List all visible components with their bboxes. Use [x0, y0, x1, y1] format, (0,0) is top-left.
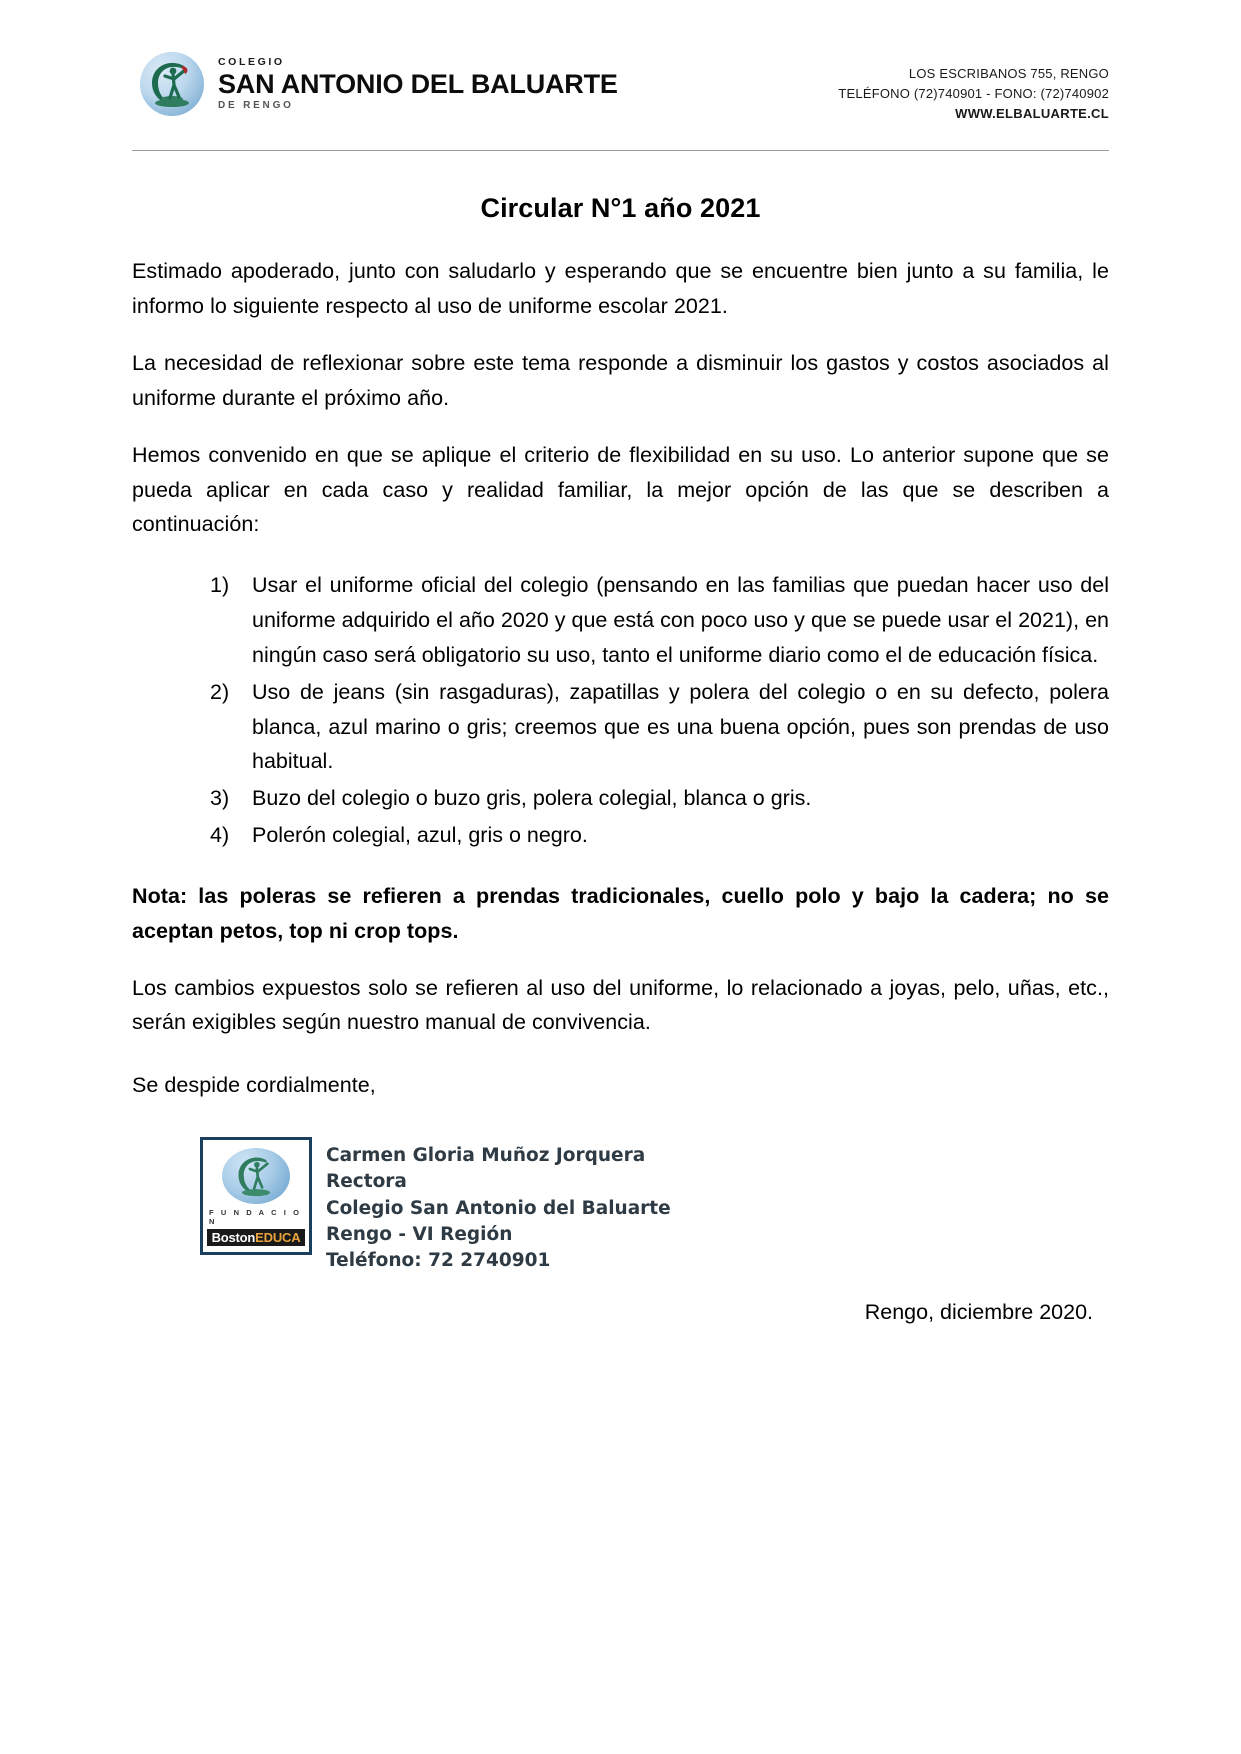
- signatory-name: Carmen Gloria Muñoz Jorquera: [326, 1144, 646, 1166]
- paragraph-other-rules: Los cambios expuestos solo se refieren al uso del uniforme, lo relacionado a joyas, pelo, uñas, etc., serán exigibles según nuestro manual de convivencia.: [132, 975, 1109, 1035]
- paragraph-motivation: La necesidad de reflexionar sobre este tema responde a disminuir los gastos y costos asociados al uniforme durante el próximo año.: [132, 351, 1109, 410]
- contact-website[interactable]: WWW.ELBALUARTE.CL: [955, 106, 1109, 122]
- header-divider: [132, 150, 1109, 151]
- farewell-text: Se despide cordialmente,: [132, 1073, 376, 1098]
- list-item: Usar el uniforme oficial del colegio (pensando en las familias que puedan hacer uso del uniforme adquirido el año 2020 y que está con poco uso y que se puede usar el 2021), en ningún caso será obligatorio su uso, tanto el uniforme diario como el de educación física.: [252, 573, 1109, 667]
- signature-block: [132, 1137, 1109, 1274]
- brand-name: SAN ANTONIO DEL BALUARTE: [218, 68, 618, 99]
- school-crest-icon: [140, 52, 204, 116]
- signature-details: [326, 1137, 671, 1274]
- contact-address: LOS ESCRIBANOS 755, RENGO: [908, 66, 1109, 81]
- contact-block: [838, 52, 1109, 124]
- list-item: Buzo del colegio o buzo gris, polera colegial, blanca o gris.: [252, 786, 812, 811]
- page-title: Circular N°1 año 2021: [480, 193, 761, 224]
- foundation-stamp: [200, 1137, 312, 1255]
- foundation-label: F U N D A C I O N: [209, 1207, 302, 1226]
- brand-sub: DE RENGO: [218, 99, 294, 111]
- signatory-role: Rectora: [326, 1171, 407, 1193]
- signatory-school: Colegio San Antonio del Baluarte: [326, 1197, 671, 1219]
- paragraph-intro: Estimado apoderado, junto con saludarlo y esperando que se encuentre bien junto a su familia, le informo lo siguiente respecto al uso de uniforme escolar 2021.: [132, 259, 1109, 319]
- school-crest-icon: [222, 1148, 290, 1204]
- place-and-date: Rengo, diciembre 2020.: [864, 1300, 1093, 1325]
- school-brand: [140, 52, 618, 116]
- signatory-region: Rengo - VI Región: [326, 1223, 513, 1245]
- contact-phone: TELÉFONO (72)740901 - FONO: (72)740902: [838, 86, 1109, 102]
- uniform-options-list: [132, 568, 1109, 853]
- letterhead: [0, 0, 1241, 124]
- logo-educa-text: EDUCA: [255, 1229, 301, 1245]
- brand-kicker: COLEGIO: [218, 56, 285, 69]
- signatory-phone: Teléfono: 72 2740901: [326, 1250, 551, 1272]
- note-paragraph: Nota: las poleras se refieren a prendas tradicionales, cuello polo y bajo la cadera; no se aceptan petos, top ni crop tops.: [132, 883, 1109, 943]
- list-item: Polerón colegial, azul, gris o negro.: [252, 823, 588, 848]
- document-body: [0, 193, 1241, 1325]
- list-item: Uso de jeans (sin rasgaduras), zapatillas y polera del colegio o en su defecto, polera blanca, azul marino o gris; creemos que es una buena opción, pues son prendas de uso habitual.: [252, 679, 1109, 774]
- logo-boston-text: Boston: [211, 1229, 256, 1245]
- boston-educa-logo: [207, 1229, 306, 1246]
- paragraph-criteria: Hemos convenido en que se aplique el criterio de flexibilidad en su uso. Lo anterior supone que se pueda aplicar en cada caso y realidad familiar, la mejor opción de las que se describen a continuación:: [132, 442, 1109, 537]
